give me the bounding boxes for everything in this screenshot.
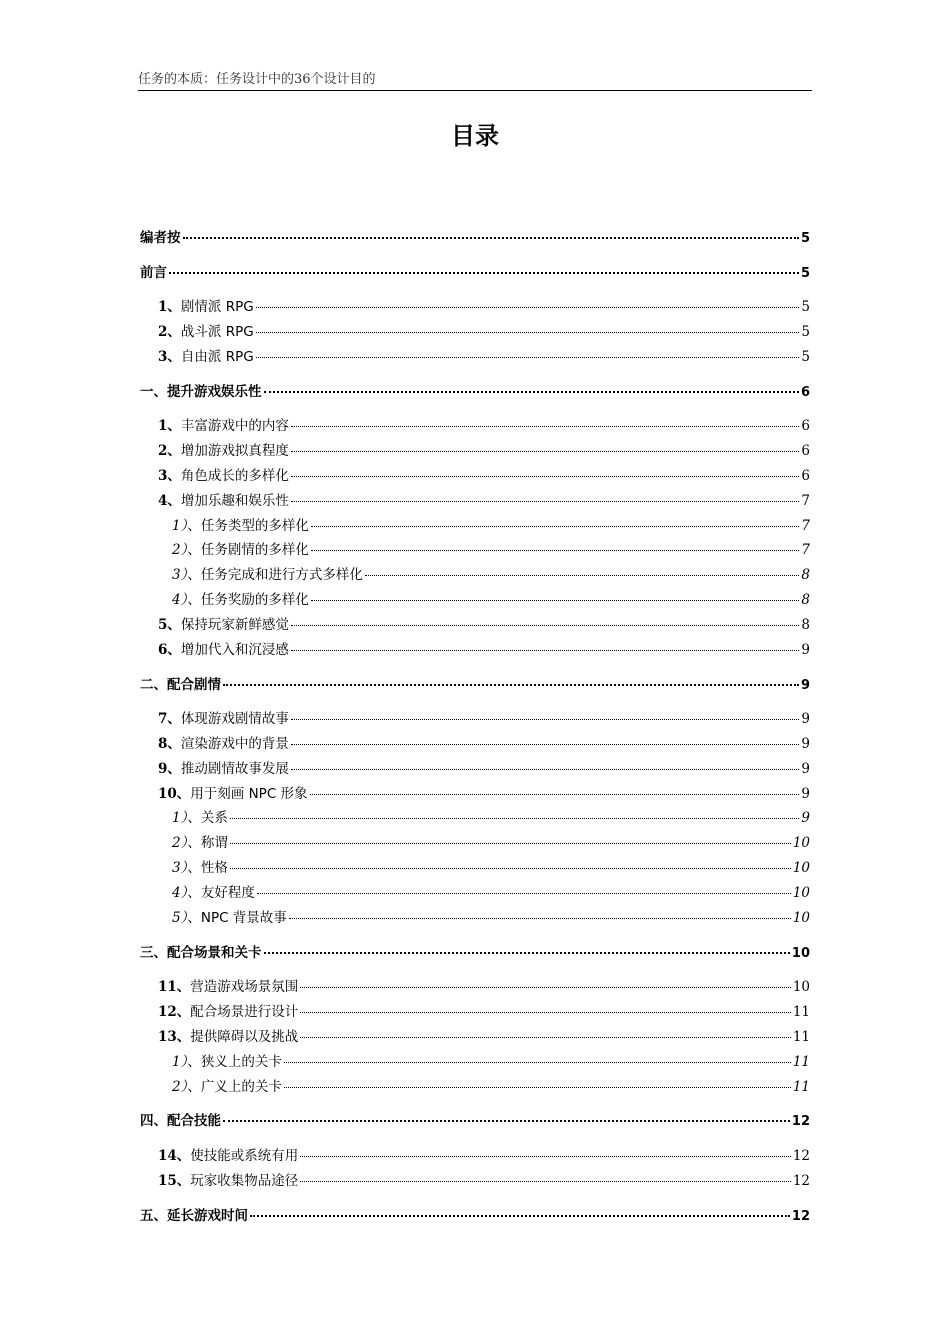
toc-leader-dots [230,867,791,869]
toc-entry-label [172,809,228,827]
toc-entry-label [172,1078,282,1096]
toc-entry-number: 4） [172,592,188,608]
toc-leader-dots [300,1036,791,1038]
toc-entry[interactable] [158,1172,810,1190]
toc-entry-text: 编者按 [140,230,181,246]
toc-leader-dots [223,1119,790,1122]
toc-entry-number: 13、 [158,1029,191,1045]
toc-entry-label [172,591,309,609]
toc-entry[interactable] [172,1078,810,1096]
toc-entry[interactable] [158,348,810,366]
toc-entry-text: 配合场景进行设计 [190,1004,299,1020]
toc-entry[interactable] [172,566,810,584]
toc-entry-label [158,760,289,778]
toc-entry-text: 、称谓 [187,835,228,851]
toc-entry[interactable] [172,1053,810,1071]
toc-entry-page: 8 [801,617,810,633]
toc-entry-text: 增加游戏拟真程度 [180,443,289,459]
toc-entry-text: 、友好程度 [187,885,255,901]
toc-entry-page: 5 [801,324,810,340]
toc-entry-label [158,467,289,485]
toc-entry-number: 2） [172,542,188,558]
toc-entry-number: 4、 [158,493,181,509]
toc-entry-number: 2、 [158,443,181,459]
toc-entry-label [172,884,255,902]
toc-leader-dots [310,793,800,795]
toc-entry-label [140,944,262,963]
toc-entry-number: 2） [172,835,188,851]
toc-entry-page: 6 [800,385,810,400]
toc-entry-page: 11 [792,1029,810,1045]
toc-entry-text: 四、配合技能 [140,1113,221,1129]
toc-entry[interactable] [158,417,810,435]
toc-entry[interactable] [172,591,810,609]
toc-entry-page: 7 [801,493,810,509]
toc-leader-dots [291,475,800,477]
toc-entry-text: 增加乐趣和娱乐性 [180,493,289,509]
toc-entry-label [172,517,309,535]
toc-entry-text: 用于刻画 NPC 形象 [190,786,308,802]
toc-entry[interactable] [158,1147,810,1165]
toc-entry[interactable] [158,1028,810,1046]
toc-entry-page: 10 [792,835,810,851]
toc-entry-page: 9 [801,642,810,658]
toc-leader-dots [365,574,800,576]
toc-entry[interactable] [140,1112,810,1130]
toc-leader-dots [257,892,791,894]
toc-entry-number: 3） [172,860,188,876]
toc-entry-page: 9 [801,736,810,752]
toc-entry-label [140,1112,221,1131]
toc-entry[interactable] [158,978,810,996]
toc-entry-text: 剧情派 RPG [180,299,254,315]
toc-entry[interactable] [158,442,810,460]
toc-entry-label [158,735,289,753]
toc-entry[interactable] [172,541,810,559]
toc-entry-number: 1） [172,1054,188,1070]
toc-entry[interactable] [158,298,810,316]
toc-leader-dots [300,986,791,988]
toc-entry-number: 9、 [158,761,181,777]
toc-entry-number: 7、 [158,711,181,727]
toc-entry-label [158,710,289,728]
toc-entry-label [158,978,298,996]
toc-entry-page: 7 [801,542,810,558]
toc-leader-dots [256,331,800,333]
toc-entry-text: 玩家收集物品途径 [190,1173,299,1189]
toc-entry-page: 10 [792,885,810,901]
toc-entry-label [140,229,181,248]
toc-entry[interactable] [158,641,810,659]
toc-entry-text: 、任务类型的多样化 [187,518,309,534]
toc-entry-label [172,859,228,877]
toc-entry-number: 3） [172,567,188,583]
toc-entry-text: 一、提升游戏娱乐性 [140,384,262,400]
toc-entry-label [158,298,254,316]
toc-entry-page: 12 [791,1114,810,1129]
toc-entry-label [158,785,308,803]
toc-entry-page: 10 [792,910,810,926]
toc-entry-text: 保持玩家新鲜感觉 [180,617,289,633]
toc-entry-number: 1） [172,518,188,534]
toc-entry-text: 、NPC 背景故事 [187,910,287,926]
toc-entry-page: 10 [792,860,810,876]
toc-leader-dots [311,525,800,527]
toc-entry-page: 10 [792,979,810,995]
toc-entry[interactable] [140,676,810,694]
toc-entry-page: 9 [801,786,810,802]
toc-entry-text: 、任务剧情的多样化 [187,542,309,558]
toc-entry[interactable] [140,383,810,401]
toc-entry-text: 、关系 [187,810,228,826]
toc-entry-page: 9 [801,711,810,727]
toc-leader-dots [289,917,791,919]
toc-entry[interactable] [140,229,810,247]
toc-entry-label [158,641,289,659]
toc-entry-page: 9 [801,810,810,826]
toc-leader-dots [264,390,799,393]
toc-leader-dots [256,306,800,308]
toc-entry-text: 渲染游戏中的背景 [180,736,289,752]
toc-entry-number: 8、 [158,736,181,752]
toc-entry-number: 1、 [158,418,181,434]
toc-entry[interactable] [158,760,810,778]
toc-entry-page: 7 [801,518,810,534]
toc-leader-dots [291,768,800,770]
toc-entry-number: 3、 [158,468,181,484]
toc-leader-dots [291,500,800,502]
toc-entry-label [158,1028,298,1046]
toc-entry-page: 5 [801,349,810,365]
toc-entry-page: 8 [801,592,810,608]
toc-leader-dots [223,683,799,686]
toc-entry-number: 2、 [158,324,181,340]
page-header: 任务的本质：任务设计中的36个设计目的 [138,72,812,91]
toc-entry-number: 1） [172,810,188,826]
toc-entry-label [158,417,289,435]
toc-leader-dots [311,599,800,601]
toc-entry-label [158,323,254,341]
toc-entry-text: 二、配合剧情 [140,677,221,693]
toc-entry[interactable] [158,785,810,803]
toc-entry-text: 、任务奖励的多样化 [187,592,309,608]
toc-entry-label [158,1172,298,1190]
toc-entry-number: 2） [172,1079,188,1095]
toc-leader-dots [291,425,800,427]
toc-leader-dots [300,1011,791,1013]
toc-entry-page: 11 [792,1079,810,1095]
toc-entry-text: 、任务完成和进行方式多样化 [187,567,363,583]
toc-entry-label [140,676,221,695]
toc-entry[interactable] [158,710,810,728]
toc-leader-dots [264,951,790,954]
toc-entry-text: 、广义上的关卡 [187,1079,282,1095]
toc-entry-number: 1、 [158,299,181,315]
toc-entry-number: 6、 [158,642,181,658]
toc-entry[interactable] [172,909,810,927]
toc-leader-dots [169,271,799,274]
toc-entry[interactable] [158,467,810,485]
toc-entry-page: 12 [792,1148,810,1164]
toc-entry-label [140,264,167,283]
toc-entry[interactable] [140,944,810,962]
toc-entry-page: 5 [800,231,810,246]
toc-entry-label [158,492,289,510]
toc-entry-text: 前言 [140,265,167,281]
toc-entry-label [158,1147,298,1165]
toc-leader-dots [291,450,800,452]
toc-entry[interactable] [172,809,810,827]
toc-entry-text: 、狭义上的关卡 [187,1054,282,1070]
toc-entry-page: 11 [792,1054,810,1070]
toc-entry-label [140,1207,248,1226]
toc-leader-dots [250,1214,790,1217]
toc-entry[interactable] [158,1003,810,1021]
toc-entry-page: 6 [801,468,810,484]
toc-leader-dots [291,624,800,626]
page-title: 目录 [451,122,499,150]
toc-entry-page: 10 [791,946,810,961]
toc-leader-dots [300,1180,791,1182]
toc-entry-number: 10、 [158,786,191,802]
toc-entry-number: 3、 [158,349,181,365]
toc-entry-label [172,909,287,927]
toc-leader-dots [284,1086,791,1088]
toc-entry-text: 角色成长的多样化 [180,468,289,484]
toc-entry-number: 15、 [158,1173,191,1189]
toc-entry-text: 体现游戏剧情故事 [180,711,289,727]
toc-entry[interactable] [158,323,810,341]
toc-entry-text: 、性格 [187,860,228,876]
toc-entry-text: 自由派 RPG [180,349,254,365]
toc-leader-dots [230,842,791,844]
toc-leader-dots [230,817,800,819]
toc-entry-number: 5） [172,910,188,926]
toc-entry-text: 提供障碍以及挑战 [190,1029,299,1045]
toc-entry-page: 5 [801,299,810,315]
toc-entry[interactable] [172,834,810,852]
toc-entry-text: 丰富游戏中的内容 [180,418,289,434]
toc-entry-text: 五、延长游戏时间 [140,1208,248,1224]
toc-leader-dots [291,743,800,745]
toc-entry-text: 营造游戏场景氛围 [190,979,299,995]
toc-entry-number: 11、 [158,979,191,995]
toc-entry-label [158,442,289,460]
toc-entry-text: 使技能或系统有用 [190,1148,299,1164]
toc-leader-dots [291,649,800,651]
toc-entry[interactable] [172,517,810,535]
toc-entry-label [172,566,363,584]
toc-entry-text: 增加代入和沉浸感 [180,642,289,658]
toc-entry-number: 12、 [158,1004,191,1020]
toc-entry[interactable] [158,616,810,634]
toc-entry-page: 6 [801,418,810,434]
toc-entry-label [172,834,228,852]
toc-entry-page: 6 [801,443,810,459]
toc-entry[interactable] [158,492,810,510]
toc-leader-dots [284,1061,791,1063]
toc-entry-text: 推动剧情故事发展 [180,761,289,777]
toc-entry-page: 12 [792,1173,810,1189]
toc-entry-label [140,383,262,402]
toc-leader-dots [291,718,800,720]
toc-entry-page: 5 [800,266,810,281]
toc-leader-dots [311,549,800,551]
toc-entry-number: 14、 [158,1148,191,1164]
toc-entry-page: 9 [801,761,810,777]
toc-entry-label [158,1003,298,1021]
toc-entry-text: 战斗派 RPG [180,324,254,340]
toc-entry-page: 11 [792,1004,810,1020]
toc-leader-dots [256,356,800,358]
toc-entry-page: 9 [800,678,810,693]
toc-leader-dots [300,1155,791,1157]
toc-entry-label [158,616,289,634]
toc-leader-dots [183,236,799,239]
toc-entry-number: 5、 [158,617,181,633]
toc-entry[interactable] [140,1207,810,1225]
toc-entry[interactable] [158,735,810,753]
toc-entry[interactable] [172,884,810,902]
toc-entry-text: 三、配合场景和关卡 [140,945,262,961]
toc-entry-page: 12 [791,1209,810,1224]
toc-entry-label [172,541,309,559]
toc-entry-number: 4） [172,885,188,901]
toc-entry[interactable] [172,859,810,877]
toc-entry-page: 8 [801,567,810,583]
toc-entry-label [172,1053,282,1071]
toc-entry-label [158,348,254,366]
toc-entry[interactable] [140,264,810,282]
